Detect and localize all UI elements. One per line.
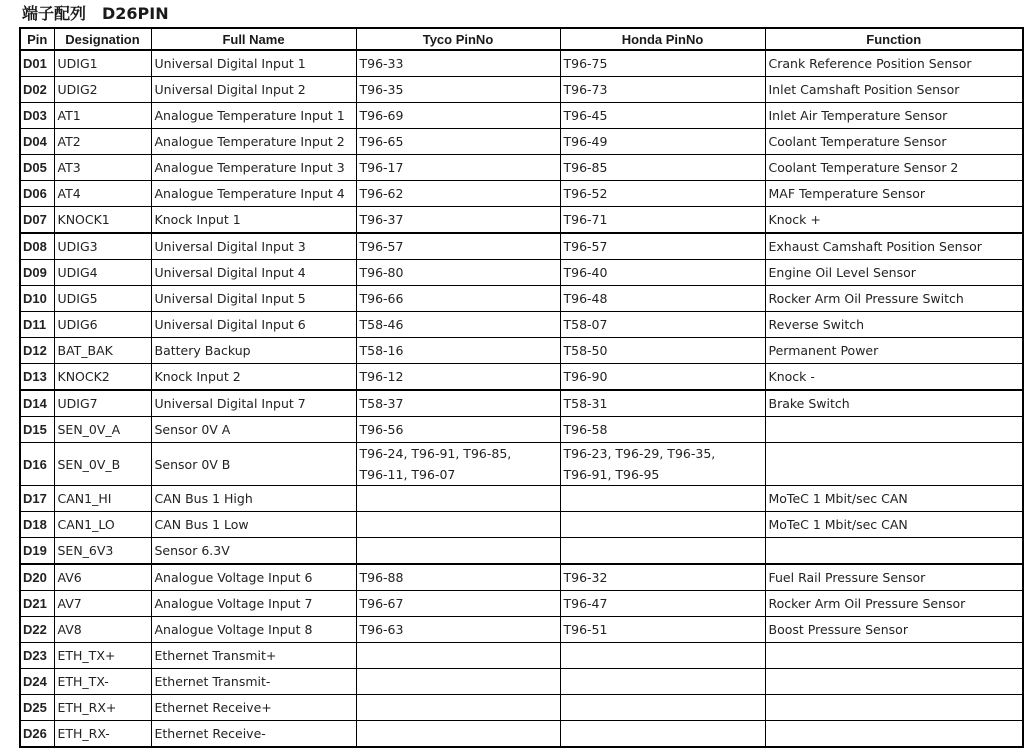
cell-pin: D22 xyxy=(20,617,54,643)
cell-tyco-pinno: T96-69 xyxy=(356,103,560,129)
cell-full-name: Ethernet Transmit+ xyxy=(151,643,356,669)
cell-pin: D10 xyxy=(20,286,54,312)
cell-designation: AT4 xyxy=(54,181,151,207)
cell-designation: UDIG1 xyxy=(54,50,151,77)
cell-designation: AV7 xyxy=(54,591,151,617)
cell-full-name: Knock Input 2 xyxy=(151,364,356,391)
cell-function: Brake Switch xyxy=(765,390,1023,417)
table-row xyxy=(20,564,1023,591)
cell-tyco-pinno xyxy=(356,669,560,695)
table-row xyxy=(20,390,1023,417)
cell-full-name: Analogue Voltage Input 7 xyxy=(151,591,356,617)
cell-honda-pinno xyxy=(560,643,765,669)
cell-honda-pinno: T96-58 xyxy=(560,417,765,443)
tyco-pinno-line-2: T96-11, T96-07 xyxy=(359,467,456,482)
cell-designation: SEN_0V_B xyxy=(54,443,151,486)
tyco-pinno-line-1: T96-24, T96-91, T96-85, xyxy=(359,446,512,461)
cell-tyco-pinno: T96-67 xyxy=(356,591,560,617)
cell-designation: AV6 xyxy=(54,564,151,591)
cell-tyco-pinno: T96-33 xyxy=(356,50,560,77)
cell-designation: AT1 xyxy=(54,103,151,129)
cell-pin: D03 xyxy=(20,103,54,129)
cell-honda-pinno: T96-51 xyxy=(560,617,765,643)
cell-function: Permanent Power xyxy=(765,338,1023,364)
cell-full-name: Universal Digital Input 3 xyxy=(151,233,356,260)
cell-tyco-pinno: T96-56 xyxy=(356,417,560,443)
cell-designation: SEN_0V_A xyxy=(54,417,151,443)
cell-pin: D13 xyxy=(20,364,54,391)
cell-tyco-pinno: T96-66 xyxy=(356,286,560,312)
cell-designation: BAT_BAK xyxy=(54,338,151,364)
header-tyco-pinno: Tyco PinNo xyxy=(356,28,560,50)
cell-tyco-pinno: T96-88 xyxy=(356,564,560,591)
cell-honda-pinno: T96-85 xyxy=(560,155,765,181)
cell-tyco-pinno: T96-12 xyxy=(356,364,560,391)
cell-full-name: Universal Digital Input 7 xyxy=(151,390,356,417)
cell-pin: D26 xyxy=(20,721,54,748)
cell-tyco-pinno xyxy=(356,721,560,748)
table-row xyxy=(20,207,1023,234)
cell-pin: D08 xyxy=(20,233,54,260)
cell-function: MoTeC 1 Mbit/sec CAN xyxy=(765,512,1023,538)
cell-full-name: Ethernet Receive- xyxy=(151,721,356,748)
header-full-name: Full Name xyxy=(151,28,356,50)
cell-function xyxy=(765,417,1023,443)
table-row xyxy=(20,103,1023,129)
cell-honda-pinno: T58-50 xyxy=(560,338,765,364)
honda-pinno-line-2: T96-91, T96-95 xyxy=(563,467,660,482)
cell-designation: ETH_RX+ xyxy=(54,695,151,721)
table-row xyxy=(20,155,1023,181)
cell-honda-pinno: T96-90 xyxy=(560,364,765,391)
cell-function: MAF Temperature Sensor xyxy=(765,181,1023,207)
cell-pin: D21 xyxy=(20,591,54,617)
cell-tyco-pinno: T58-16 xyxy=(356,338,560,364)
cell-full-name: Analogue Temperature Input 2 xyxy=(151,129,356,155)
cell-pin: D16 xyxy=(20,443,54,486)
cell-pin: D20 xyxy=(20,564,54,591)
cell-pin: D05 xyxy=(20,155,54,181)
cell-tyco-pinno: T96-63 xyxy=(356,617,560,643)
header-honda-pinno: Honda PinNo xyxy=(560,28,765,50)
cell-designation: UDIG5 xyxy=(54,286,151,312)
cell-honda-pinno: T96-47 xyxy=(560,591,765,617)
cell-pin: D11 xyxy=(20,312,54,338)
cell-function: Inlet Camshaft Position Sensor xyxy=(765,77,1023,103)
pin-table xyxy=(19,27,1024,748)
cell-designation: UDIG7 xyxy=(54,390,151,417)
cell-function xyxy=(765,643,1023,669)
cell-full-name: Sensor 0V B xyxy=(151,443,356,486)
cell-pin: D18 xyxy=(20,512,54,538)
cell-full-name: CAN Bus 1 Low xyxy=(151,512,356,538)
table-row xyxy=(20,364,1023,391)
table-row xyxy=(20,77,1023,103)
cell-function: MoTeC 1 Mbit/sec CAN xyxy=(765,486,1023,512)
cell-full-name: Knock Input 1 xyxy=(151,207,356,234)
cell-function: Knock + xyxy=(765,207,1023,234)
cell-full-name: CAN Bus 1 High xyxy=(151,486,356,512)
cell-tyco-pinno xyxy=(356,695,560,721)
header-designation: Designation xyxy=(54,28,151,50)
table-row xyxy=(20,486,1023,512)
cell-honda-pinno: T96-32 xyxy=(560,564,765,591)
cell-designation: KNOCK1 xyxy=(54,207,151,234)
cell-honda-pinno: T58-31 xyxy=(560,390,765,417)
table-row xyxy=(20,260,1023,286)
cell-designation: ETH_TX- xyxy=(54,669,151,695)
cell-honda-pinno: T96-45 xyxy=(560,103,765,129)
cell-honda-pinno: T96-75 xyxy=(560,50,765,77)
cell-pin: D17 xyxy=(20,486,54,512)
cell-tyco-pinno: T96-62 xyxy=(356,181,560,207)
cell-tyco-pinno: T58-46 xyxy=(356,312,560,338)
cell-full-name: Analogue Temperature Input 4 xyxy=(151,181,356,207)
cell-honda-pinno xyxy=(560,721,765,748)
cell-tyco-pinno xyxy=(356,512,560,538)
cell-designation: AT2 xyxy=(54,129,151,155)
cell-designation: UDIG2 xyxy=(54,77,151,103)
cell-designation: ETH_RX- xyxy=(54,721,151,748)
cell-tyco-pinno: T96-35 xyxy=(356,77,560,103)
cell-pin: D01 xyxy=(20,50,54,77)
cell-honda-pinno xyxy=(560,538,765,565)
cell-honda-pinno: T96-52 xyxy=(560,181,765,207)
table-row xyxy=(20,695,1023,721)
cell-full-name: Analogue Temperature Input 1 xyxy=(151,103,356,129)
cell-full-name: Universal Digital Input 4 xyxy=(151,260,356,286)
cell-function: Rocker Arm Oil Pressure Switch xyxy=(765,286,1023,312)
cell-tyco-pinno: T96-65 xyxy=(356,129,560,155)
table-row xyxy=(20,129,1023,155)
table-row xyxy=(20,286,1023,312)
cell-designation: AV8 xyxy=(54,617,151,643)
cell-pin: D06 xyxy=(20,181,54,207)
cell-full-name: Ethernet Transmit- xyxy=(151,669,356,695)
cell-designation: AT3 xyxy=(54,155,151,181)
cell-function: Crank Reference Position Sensor xyxy=(765,50,1023,77)
honda-pinno-line-1: T96-23, T96-29, T96-35, xyxy=(563,446,716,461)
cell-tyco-pinno xyxy=(356,538,560,565)
cell-function: Coolant Temperature Sensor xyxy=(765,129,1023,155)
cell-honda-pinno: T96-71 xyxy=(560,207,765,234)
cell-pin: D02 xyxy=(20,77,54,103)
cell-full-name: Universal Digital Input 6 xyxy=(151,312,356,338)
header-function: Function xyxy=(765,28,1023,50)
cell-designation: UDIG3 xyxy=(54,233,151,260)
cell-tyco-pinno: T96-80 xyxy=(356,260,560,286)
cell-full-name: Analogue Voltage Input 8 xyxy=(151,617,356,643)
table-row xyxy=(20,50,1023,77)
cell-function xyxy=(765,695,1023,721)
cell-honda-pinno xyxy=(560,486,765,512)
table-row xyxy=(20,417,1023,443)
cell-pin: D07 xyxy=(20,207,54,234)
header-row xyxy=(20,28,1023,50)
table-row xyxy=(20,669,1023,695)
cell-tyco-pinno: T96-17 xyxy=(356,155,560,181)
cell-designation: KNOCK2 xyxy=(54,364,151,391)
cell-full-name: Ethernet Receive+ xyxy=(151,695,356,721)
cell-honda-pinno: T96-40 xyxy=(560,260,765,286)
cell-function: Boost Pressure Sensor xyxy=(765,617,1023,643)
cell-pin: D12 xyxy=(20,338,54,364)
table-row xyxy=(20,643,1023,669)
cell-full-name: Battery Backup xyxy=(151,338,356,364)
cell-function: Engine Oil Level Sensor xyxy=(765,260,1023,286)
cell-tyco-pinno: T58-37 xyxy=(356,390,560,417)
cell-tyco-pinno: T96-57 xyxy=(356,233,560,260)
cell-full-name: Universal Digital Input 1 xyxy=(151,50,356,77)
cell-function: Reverse Switch xyxy=(765,312,1023,338)
cell-honda-pinno: T96-57 xyxy=(560,233,765,260)
cell-designation: ETH_TX+ xyxy=(54,643,151,669)
page-title: 端子配列 D26PIN xyxy=(22,4,169,23)
cell-tyco-pinno: T96-37 xyxy=(356,207,560,234)
cell-full-name: Analogue Temperature Input 3 xyxy=(151,155,356,181)
cell-honda-pinno: T96-48 xyxy=(560,286,765,312)
cell-pin: D04 xyxy=(20,129,54,155)
cell-function: Knock - xyxy=(765,364,1023,391)
table-row xyxy=(20,312,1023,338)
cell-designation: UDIG6 xyxy=(54,312,151,338)
table-row xyxy=(20,181,1023,207)
cell-honda-pinno xyxy=(560,695,765,721)
table-row xyxy=(20,617,1023,643)
cell-function: Rocker Arm Oil Pressure Sensor xyxy=(765,591,1023,617)
cell-function xyxy=(765,443,1023,486)
cell-full-name: Sensor 6.3V xyxy=(151,538,356,565)
cell-function: Exhaust Camshaft Position Sensor xyxy=(765,233,1023,260)
table-row xyxy=(20,538,1023,565)
cell-honda-pinno: T96-73 xyxy=(560,77,765,103)
cell-pin: D09 xyxy=(20,260,54,286)
cell-pin: D14 xyxy=(20,390,54,417)
cell-tyco-pinno xyxy=(356,643,560,669)
cell-function xyxy=(765,538,1023,565)
cell-tyco-pinno xyxy=(356,486,560,512)
header-pin: Pin xyxy=(20,28,54,50)
cell-pin: D25 xyxy=(20,695,54,721)
cell-pin: D15 xyxy=(20,417,54,443)
cell-tyco-pinno xyxy=(356,443,560,486)
cell-function: Fuel Rail Pressure Sensor xyxy=(765,564,1023,591)
cell-honda-pinno: T58-07 xyxy=(560,312,765,338)
table-row xyxy=(20,233,1023,260)
cell-full-name: Universal Digital Input 2 xyxy=(151,77,356,103)
table-row xyxy=(20,338,1023,364)
table-row xyxy=(20,512,1023,538)
cell-honda-pinno: T96-49 xyxy=(560,129,765,155)
table-row xyxy=(20,443,1023,486)
cell-designation: SEN_6V3 xyxy=(54,538,151,565)
cell-function xyxy=(765,669,1023,695)
cell-full-name: Analogue Voltage Input 6 xyxy=(151,564,356,591)
cell-pin: D19 xyxy=(20,538,54,565)
cell-honda-pinno xyxy=(560,669,765,695)
cell-designation: UDIG4 xyxy=(54,260,151,286)
cell-designation: CAN1_HI xyxy=(54,486,151,512)
cell-function: Coolant Temperature Sensor 2 xyxy=(765,155,1023,181)
table-row xyxy=(20,591,1023,617)
cell-honda-pinno xyxy=(560,443,765,486)
cell-function xyxy=(765,721,1023,748)
cell-function: Inlet Air Temperature Sensor xyxy=(765,103,1023,129)
cell-pin: D24 xyxy=(20,669,54,695)
cell-designation: CAN1_LO xyxy=(54,512,151,538)
cell-pin: D23 xyxy=(20,643,54,669)
cell-full-name: Universal Digital Input 5 xyxy=(151,286,356,312)
cell-honda-pinno xyxy=(560,512,765,538)
cell-full-name: Sensor 0V A xyxy=(151,417,356,443)
table-row xyxy=(20,721,1023,748)
